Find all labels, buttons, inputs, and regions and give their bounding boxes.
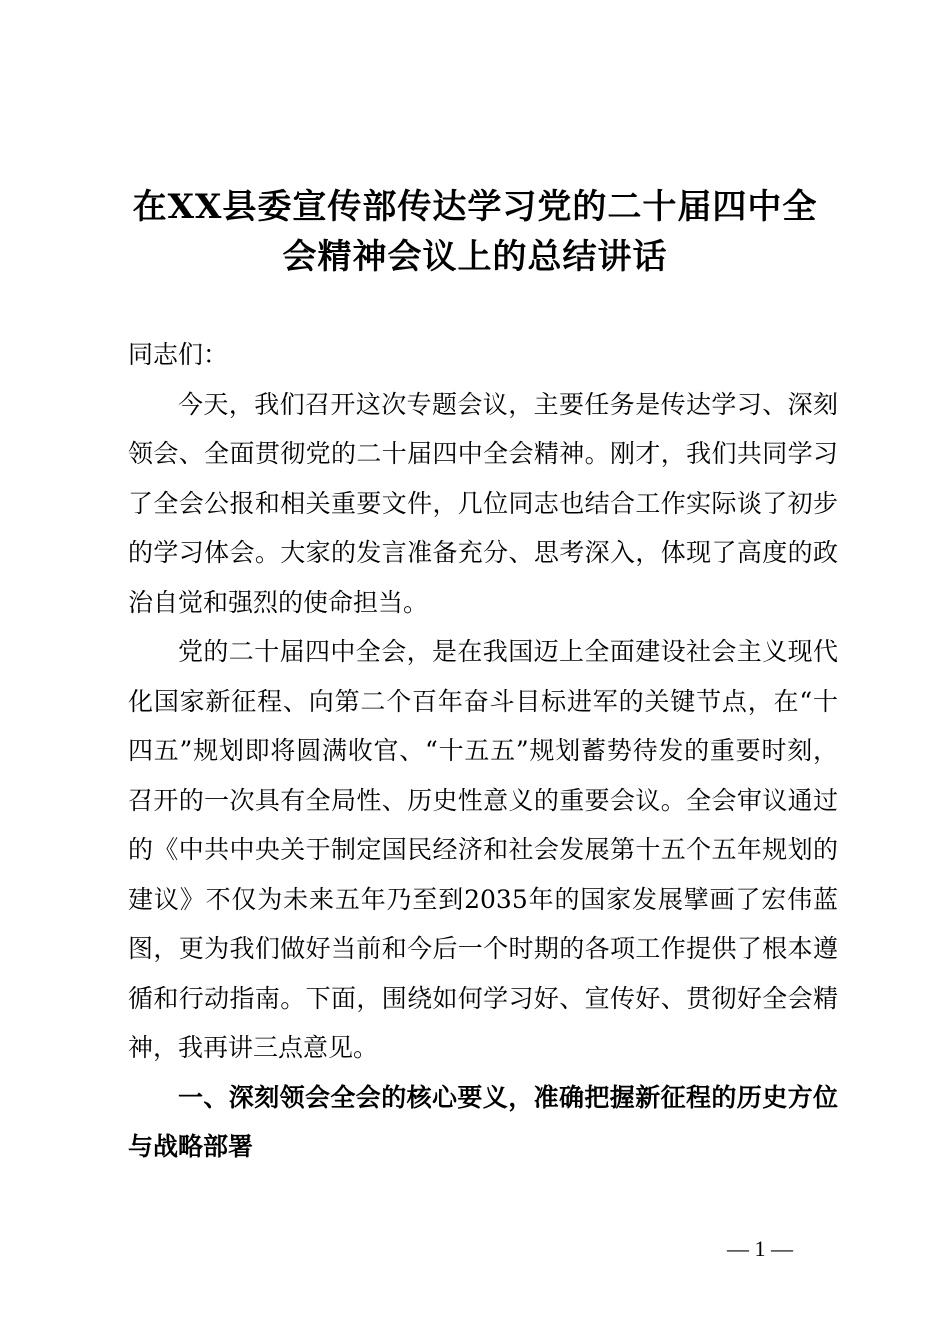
section-heading: 一、深刻领会全会的核心要义，准确把握新征程的历史方位与战略部署 [128,1082,838,1161]
salutation: 同志们： [128,340,229,369]
title-line-2: 会精神会议上的总结讲话 [282,237,668,277]
paragraph-1: 今天，我们召开这次专题会议，主要任务是传达学习、深刻领会、全面贯彻党的二十届四中全会精神。刚才，我们共同学习了全会公报和相关重要文件，几位同志也结合工作实际谈了初步的学习体会。大家的发言准备充分、思考深入，体现了高度的政治自觉和强烈的使命担当。 [128,389,838,617]
page-number: — 1 — [727,1236,793,1261]
document-body [128,330,838,1172]
document-title [0,182,950,282]
title-line-1: 在XX县委宣传部传达学习党的二十届四中全 [132,187,818,227]
paragraph-2: 党的二十届四中全会，是在我国迈上全面建设社会主义现代化国家新征程、向第二个百年奋斗目标进军的关键节点，在“十四五”规划即将圆满收官、“十五五”规划蓄势待发的重要时刻，召开的一次具有全局性、历史性意义的重要会议。全会审议通过的《中共中央关于制定国民经济和社会发展第十五个五年规划的建议》不仅为未来五年乃至到2035年的国家发展擘画了宏伟蓝图，更为我们做好当前和今后一个时期的各项工作提供了根本遵循和行动指南。下面，围绕如何学习好、宣传好、贯彻好全会精神，我再讲三点意见。 [128,637,838,1062]
